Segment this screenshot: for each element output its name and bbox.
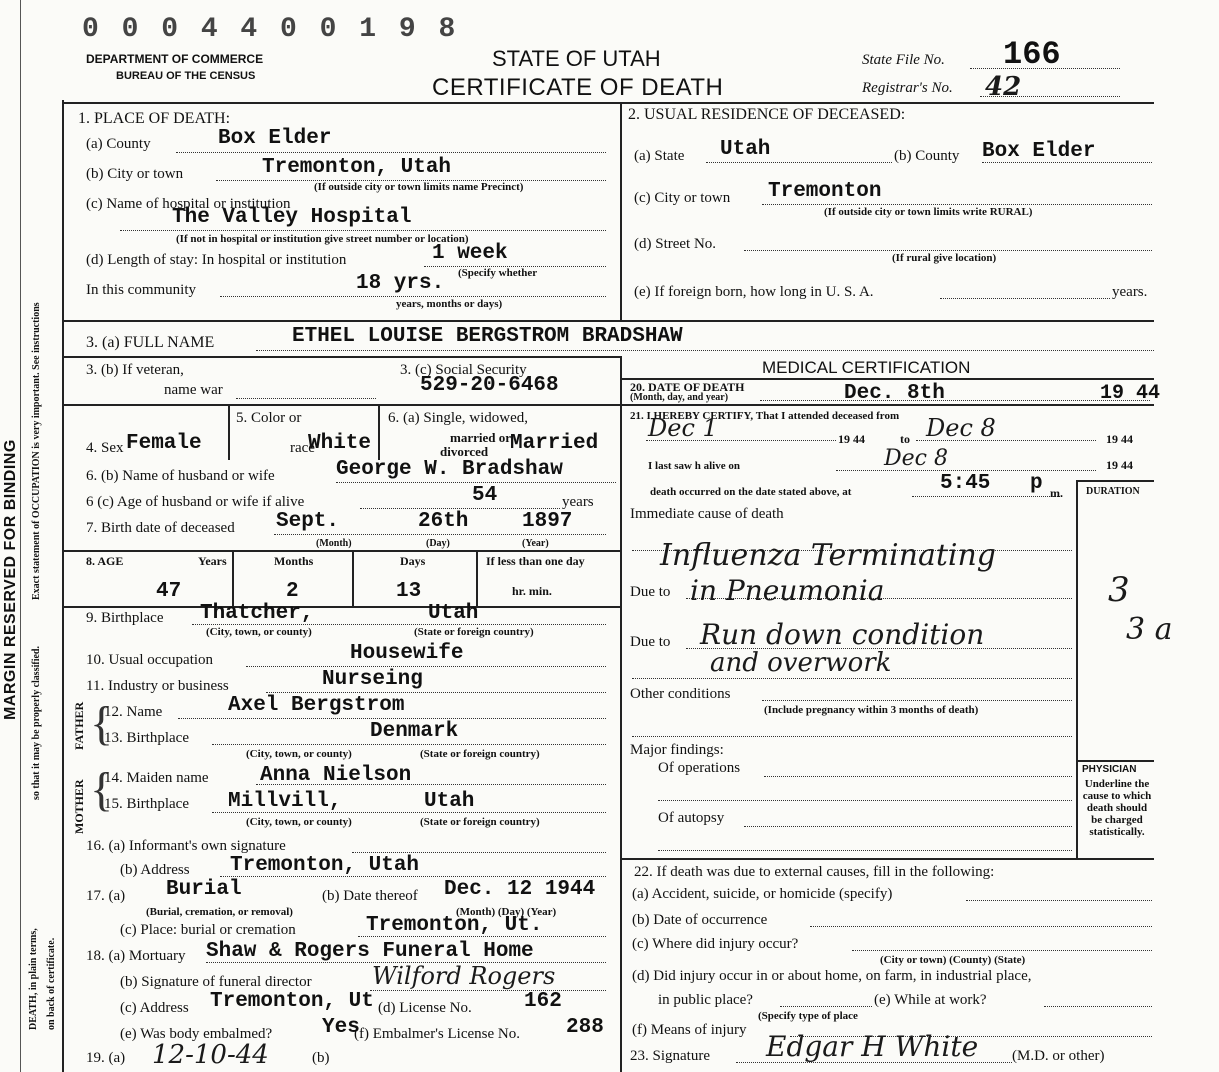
death-time: 5:45: [940, 472, 991, 495]
death-date-label: 20. DATE OF DEATH: [630, 380, 745, 394]
res-city-note: (If outside city or town limits write RURAL): [824, 206, 1033, 218]
embalmed-label: (e) Was body embalmed?: [120, 1026, 273, 1042]
death-city: Tremonton, Utah: [262, 156, 452, 179]
due-duration-2: 3 a: [1126, 612, 1173, 647]
autopsy-label: Of autopsy: [658, 810, 725, 826]
death-year: 19 44: [1100, 382, 1161, 405]
last-saw: Dec 8: [884, 446, 948, 471]
section-divider-1: [64, 320, 1154, 322]
res-state-label: (a) State: [634, 148, 685, 164]
margin-line-outer: [20, 0, 21, 1072]
col-divider-top: [620, 102, 622, 320]
row-divider-age: [64, 550, 620, 552]
year-note: (Year): [522, 538, 549, 549]
marital-status: Married: [510, 432, 599, 455]
less-day-label: If less than one day: [486, 554, 585, 568]
serial-number: 0 0 0 4 4 0 0 1 9 8: [82, 14, 459, 45]
days-label: Days: [400, 554, 426, 568]
mother-bp-label: 15. Birthplace: [104, 796, 189, 812]
ext-d2: in public place?: [658, 992, 753, 1008]
res-street-label: (d) Street No.: [634, 236, 717, 252]
physician-signature: Edgar H White: [766, 1030, 979, 1063]
filed-date: 12-10-44: [152, 1040, 269, 1070]
registrar-no: 42: [985, 72, 1022, 102]
physician-top: [1076, 760, 1154, 762]
ext-d-note: (Specify type of place: [758, 1010, 858, 1022]
registrar-label: Registrar's No.: [862, 80, 953, 96]
external-divider: [620, 858, 1154, 860]
margin-line: [62, 100, 64, 1072]
certificate-title: CERTIFICATE OF DEATH: [432, 74, 724, 101]
marital-label-2: married or: [450, 430, 512, 445]
birthplace-label: 9. Birthplace: [86, 610, 164, 626]
margin-occupation-note: Exact statement of OCCUPATION is very important. See instructions: [31, 302, 42, 600]
due-label-2: Due to: [630, 634, 671, 650]
spouse-label: 6. (b) Name of husband or wife: [86, 468, 275, 484]
informant-label: 16. (a) Informant's own signature: [86, 838, 286, 854]
hospital-note: (If not in hospital or institution give street number or location): [176, 233, 469, 245]
state-file-no: 166: [1003, 36, 1061, 73]
due-duration-1: 3: [1108, 570, 1130, 610]
col-age-hr: [476, 550, 478, 606]
months-label: Months: [274, 554, 314, 568]
state-title: STATE OF UTAH: [492, 46, 661, 71]
license-label: (d) License No.: [378, 1000, 472, 1016]
col-age-days: [352, 550, 354, 606]
mother-name: Anna Nielson: [260, 764, 412, 787]
ext-b: (b) Date of occurrence: [632, 912, 768, 928]
race: White: [308, 432, 372, 455]
birthplace-city: Thatcher,: [200, 602, 314, 625]
ext-c: (c) Where did injury occur?: [632, 936, 799, 952]
row-divider-birthplace: [64, 606, 620, 608]
burial-note: (Burial, cremation, or removal): [146, 906, 293, 918]
duration-top: [1076, 480, 1154, 482]
from-year: 19 44: [838, 432, 865, 446]
age-years: 47: [156, 580, 182, 603]
burial-place-label: (c) Place: burial or cremation: [120, 922, 296, 938]
mother-bp-state-note: (State or foreign country): [420, 816, 540, 828]
marital-label-1: 6. (a) Single, widowed,: [388, 410, 528, 426]
county-label: (a) County: [86, 136, 151, 152]
age-months: 2: [286, 580, 299, 603]
duration-col: [1076, 480, 1078, 858]
community-label: In this community: [86, 282, 196, 298]
attended-from: Dec 1: [648, 414, 718, 442]
filed-label: 19. (a): [86, 1050, 126, 1066]
col-divider-main: [620, 356, 622, 1072]
signature-label: 23. Signature: [630, 1048, 710, 1064]
full-name-label: 3. (a) FULL NAME: [86, 334, 215, 351]
birthplace-state: Utah: [428, 602, 479, 625]
sex-label: 4. Sex: [86, 440, 124, 456]
major-label: Major findings:: [630, 742, 724, 758]
embalmed: Yes: [322, 1016, 360, 1039]
age-label: 8. AGE: [86, 554, 124, 568]
md-label: (M.D. or other): [1012, 1048, 1105, 1064]
physician-note: Underline the cause to which death should be charged statistically.: [1082, 778, 1152, 838]
res-county-label: (b) County: [894, 148, 960, 164]
years-label: Years: [198, 554, 227, 568]
units-note: years, months or days): [396, 298, 503, 310]
col-age-months: [232, 550, 234, 606]
top-border: [64, 102, 1154, 104]
ext-c-note: (City or town) (County) (State): [880, 954, 1026, 966]
res-city: Tremonton: [768, 180, 882, 203]
father-name: Axel Bergstrom: [228, 694, 405, 717]
margin-back-note: on back of certificate.: [46, 937, 57, 1030]
department: DEPARTMENT OF COMMERCE: [86, 52, 264, 66]
place-of-death-heading: 1. PLACE OF DEATH:: [78, 110, 231, 127]
ext-e: (e) While at work?: [874, 992, 987, 1008]
informant-address: Tremonton, Utah: [230, 854, 420, 877]
due-label-1: Due to: [630, 584, 671, 600]
city-label: (b) City or town: [86, 166, 184, 182]
bp-city-note: (City, town, or county): [206, 626, 312, 638]
burial-date-note: (Month) (Day) (Year): [456, 906, 557, 918]
burial-date-label: (b) Date thereof: [322, 888, 418, 904]
industry-label: 11. Industry or business: [86, 678, 229, 694]
license-no: 162: [524, 990, 562, 1013]
occupation-label: 10. Usual occupation: [86, 652, 214, 668]
due-cause-1: in Pneumonia: [690, 574, 885, 607]
m-label: m.: [1050, 486, 1063, 500]
mother-side-label: MOTHER: [72, 779, 86, 834]
other-note: (Include pregnancy within 3 months of death): [764, 704, 979, 716]
res-county: Box Elder: [982, 140, 1096, 163]
state-file-label: State File No.: [862, 52, 945, 68]
medical-heading: MEDICAL CERTIFICATION: [762, 358, 971, 377]
age-days: 13: [396, 580, 422, 603]
residence-heading: 2. USUAL RESIDENCE OF DECEASED:: [628, 106, 906, 123]
birth-label: 7. Birth date of deceased: [86, 520, 235, 536]
stay-label: (d) Length of stay: In hospital or institution: [86, 252, 347, 268]
physician-label: PHYSICIAN: [1082, 764, 1137, 775]
marital-label-3: divorced: [440, 444, 489, 459]
occupation: Housewife: [350, 642, 464, 665]
res-foreign-label: (e) If foreign born, how long in U. S. A.: [634, 284, 874, 300]
col-race: [378, 404, 380, 460]
ext-a: (a) Accident, suicide, or homicide (specify): [632, 886, 893, 902]
death-date: Dec. 8th: [844, 382, 945, 405]
attended-to: Dec 8: [926, 414, 996, 442]
other-label: Other conditions: [630, 686, 731, 702]
burial-date: Dec. 12 1944: [444, 878, 596, 901]
section-divider-2: [64, 356, 620, 358]
death-pm: p: [1030, 472, 1043, 495]
mother-brace: {: [90, 763, 114, 816]
burial-place: Tremonton, Ut.: [366, 914, 543, 937]
to-year: 19 44: [1106, 432, 1133, 446]
operations-label: Of operations: [658, 760, 741, 776]
director-label: (b) Signature of funeral director: [120, 974, 312, 990]
birth-day: 26th: [418, 510, 469, 533]
father-name-label: 12. Name: [104, 704, 163, 720]
father-brace: {: [90, 697, 114, 750]
ss-label-1: 3. (c) Social Security: [400, 362, 527, 378]
birth-year: 1897: [522, 510, 573, 533]
veteran-label-1: 3. (b) If veteran,: [86, 362, 184, 378]
full-name: ETHEL LOUISE BERGSTROM BRADSHAW: [292, 325, 683, 348]
certify-label: 21. I HEREBY CERTIFY, That I attended deceased from: [630, 410, 900, 422]
birth-month: Sept.: [276, 510, 340, 533]
bureau: BUREAU OF THE CENSUS: [116, 70, 256, 82]
director-signature: Wilford Rogers: [372, 962, 556, 990]
veteran-label-2: name war: [164, 382, 223, 398]
row-divider-veteran: [64, 404, 620, 406]
father-side-label: FATHER: [72, 701, 86, 750]
to-label: to: [900, 432, 910, 446]
industry: Nurseing: [322, 668, 423, 691]
hospital-label: (c) Name of hospital or institution: [86, 196, 291, 212]
burial-method: Burial: [166, 878, 242, 901]
margin-plain-terms: DEATH, in plain terms,: [28, 928, 39, 1030]
sex: Female: [126, 432, 202, 455]
director-address: Tremonton, Ut: [210, 990, 374, 1013]
mother-bp-city-note: (City, town, or county): [246, 816, 352, 828]
day-note: (Day): [426, 538, 450, 549]
mother-name-label: 14. Maiden name: [104, 770, 209, 786]
ext-d: (d) Did injury occur in or about home, on farm, in industrial place,: [632, 968, 1032, 984]
duration-label: DURATION: [1086, 486, 1140, 497]
mother-birthplace-city: Millvill,: [228, 790, 342, 813]
last-year: 19 44: [1106, 458, 1133, 472]
father-birthplace: Denmark: [370, 720, 459, 743]
margin-binding-text: MARGIN RESERVED FOR BINDING: [2, 439, 19, 720]
month-note: (Month): [316, 538, 352, 549]
ext-f: (f) Means of injury: [632, 1022, 747, 1038]
res-street-note: (If rural give location): [892, 252, 997, 264]
due-cause-2: Run down condition: [700, 618, 985, 651]
due-cause-2b: and overwork: [710, 648, 892, 678]
embalmer-no: 288: [566, 1016, 604, 1039]
res-city-label: (c) City or town: [634, 190, 731, 206]
specify-note: (Specify whether: [458, 267, 538, 279]
last-saw-label: I last saw h alive on: [648, 460, 740, 472]
immediate-label: Immediate cause of death: [630, 506, 784, 522]
mortuary-name: Shaw & Rogers Funeral Home: [206, 940, 534, 963]
res-state: Utah: [720, 138, 771, 161]
burial-label: 17. (a): [86, 888, 126, 904]
margin-classified-note: so that it may be properly classified.: [31, 646, 42, 800]
color-label-1: 5. Color or: [236, 410, 302, 426]
embalmer-label: (f) Embalmer's License No.: [354, 1026, 520, 1042]
col-sex: [228, 404, 230, 460]
occurred-label: death occurred on the date stated above, at: [650, 486, 852, 498]
father-bp-state-note: (State or foreign country): [420, 748, 540, 760]
informant-addr-label: (b) Address: [120, 862, 190, 878]
community-length: 18 yrs.: [356, 272, 445, 295]
death-county: Box Elder: [218, 127, 332, 150]
res-foreign-units: years.: [1112, 284, 1148, 300]
hr-min: hr. min.: [512, 584, 552, 598]
hospital-name: The Valley Hospital: [172, 206, 412, 229]
spouse-age: 54: [472, 484, 498, 507]
director-addr-label: (c) Address: [120, 1000, 189, 1016]
immediate-cause: Influenza Terminating: [660, 538, 997, 573]
ss-no: 529-20-6468: [420, 374, 559, 397]
external-label: 22. If death was due to external causes, fill in the following:: [634, 864, 995, 880]
mother-birthplace-state: Utah: [424, 790, 475, 813]
spouse-name: George W. Bradshaw: [336, 458, 563, 481]
spouse-age-label: 6 (c) Age of husband or wife if alive: [86, 494, 305, 510]
stay-length: 1 week: [432, 242, 508, 265]
spouse-age-units: years: [562, 494, 594, 510]
filed-b-label: (b): [312, 1050, 330, 1066]
mortuary-label: 18. (a) Mortuary: [86, 948, 186, 964]
death-date-note: (Month, day, and year): [630, 392, 729, 403]
bp-state-note: (State or foreign country): [414, 626, 534, 638]
father-bp-label: 13. Birthplace: [104, 730, 189, 746]
city-note: (If outside city or town limits name Precinct): [314, 181, 524, 193]
color-label-2: race: [290, 440, 315, 456]
father-bp-city-note: (City, town, or county): [246, 748, 352, 760]
